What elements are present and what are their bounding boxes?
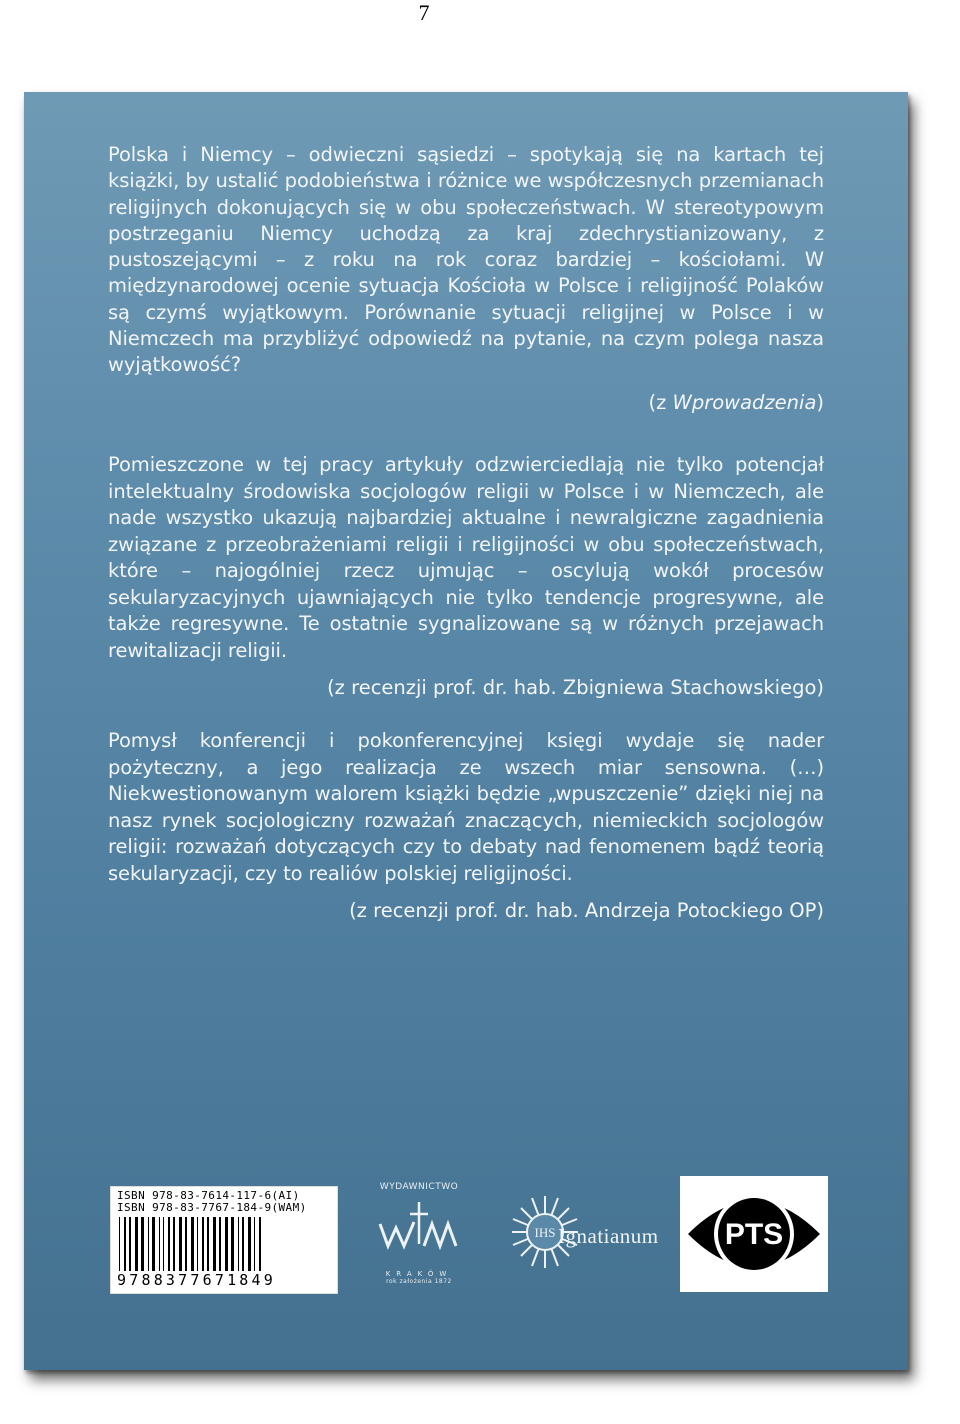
intro-attribution: (z Wprowadzenia) <box>648 390 824 414</box>
isbn-line-1: ISBN 978-83-7614-117-6(AI) <box>117 1189 300 1202</box>
pts-name: PTS <box>724 1218 784 1251</box>
barcode-bar <box>185 1217 187 1271</box>
barcode-bar <box>225 1217 228 1271</box>
ignatianum-name: Ignatianum <box>558 1224 659 1248</box>
barcode-bar <box>254 1217 255 1271</box>
barcode-bar <box>163 1217 164 1271</box>
review-1-attribution: (z recenzji prof. dr. hab. Zbigniewa Stachowskiego) <box>327 676 824 699</box>
isbn-barcode <box>110 1186 338 1294</box>
book-back-cover <box>24 92 908 1370</box>
barcode-bar <box>135 1217 138 1271</box>
intro-paragraph: Polska i Niemcy – odwieczni sąsiedzi – spotykają się na kartach tej książki, by ustalić podobieństwa i różnice we współczesnych przemianach religijnych dokonujących się w obu społeczeństwach. W stereotypowym postrzeganiu Niemcy uchodzą za kraj zdechrystianizowany, z pustoszejącymi – z roku na rok coraz bardziej – kościołami. W międzynarodowej ocenie sytuacja Kościoła w Polsce i religijność Polaków są czymś wyjątkowym. Porównanie sytuacji religijnej w Polsce i w Niemczech ma przybliżyć odpowiedź na pytanie, na czym polega nasza wyjątkowość? <box>108 143 824 377</box>
barcode-bar <box>219 1217 221 1271</box>
review-1-paragraph: Pomieszczone w tej pracy artykuły odzwierciedlają nie tylko potencjał intelektualny środowiska socjologów religii w Polsce i w Niemczech, ale nade wszystko ukazują najbardziej aktualne i newralgiczne zagadnienia związane z przeobrażeniami religii i religijności w obu społeczeństwach, które – najogólniej rzecz ujmując – oscylują wokół procesów sekularyzacyjnych ujawniających nie tylko tendencje progresywne, ale także regresywne. Te ostatnie sygnalizowane są w różnych przejawach rewitalizacji religii. <box>108 453 824 662</box>
page-number: 7 <box>418 0 430 25</box>
barcode-bar <box>197 1217 198 1271</box>
wam-year: rok założenia 1872 <box>386 1278 452 1285</box>
pts-logo <box>680 1176 828 1292</box>
barcode-bar <box>173 1217 175 1271</box>
review-2-attribution: (z recenzji prof. dr. hab. Andrzeja Potockiego OP) <box>349 899 824 922</box>
barcode-bar <box>179 1217 182 1271</box>
ignatianum-logo <box>510 1184 659 1284</box>
barcode-bar <box>148 1217 149 1271</box>
review-2-paragraph: Pomysł konferencji i pokonferencyjnej księgi wydaje się nader pożyteczny, a jego realizacja ze wszech miar sensowna. (…) Niekwestionowanym walorem książki będzie „wpuszczenie” dzięki niej na nasz rynek socjologiczny rozważań znaczących, niemieckich socjologów religii: rozważań dotyczących czy to debaty nad fenomenem bądź teorią sekularyzacji, czy to realiów polskiej religijności. <box>108 729 824 885</box>
pts-eye-icon <box>680 1176 828 1292</box>
barcode-bar <box>141 1217 144 1271</box>
barcode-bar <box>191 1217 194 1271</box>
barcode-bars <box>117 1217 331 1273</box>
barcode-bar <box>152 1217 155 1271</box>
wam-mark-icon <box>374 1200 464 1250</box>
wam-city: KRAKÓW <box>385 1270 453 1278</box>
barcode-bar <box>231 1217 234 1271</box>
wam-publisher-logo <box>364 1182 474 1300</box>
svg-text:IHS: IHS <box>534 1225 556 1240</box>
barcode-bar <box>168 1217 170 1271</box>
isbn-line-2: ISBN 978-83-7767-184-9(WAM) <box>117 1201 307 1214</box>
barcode-number: 9788377671849 <box>117 1271 276 1289</box>
barcode-bar <box>159 1217 160 1271</box>
barcode-bar <box>242 1217 244 1271</box>
barcode-bar <box>213 1217 216 1271</box>
barcode-bar <box>129 1217 131 1271</box>
barcode-bar <box>124 1217 126 1271</box>
barcode-bar <box>119 1217 120 1271</box>
review-1-section <box>108 452 824 699</box>
barcode-bar <box>238 1217 239 1271</box>
review-2-section <box>108 728 824 922</box>
barcode-bar <box>207 1217 209 1271</box>
intro-section <box>108 142 824 414</box>
barcode-bar <box>248 1217 251 1271</box>
barcode-bar <box>259 1217 261 1271</box>
wam-label: WYDAWNICTWO <box>379 1182 459 1192</box>
barcode-bar <box>202 1217 204 1271</box>
